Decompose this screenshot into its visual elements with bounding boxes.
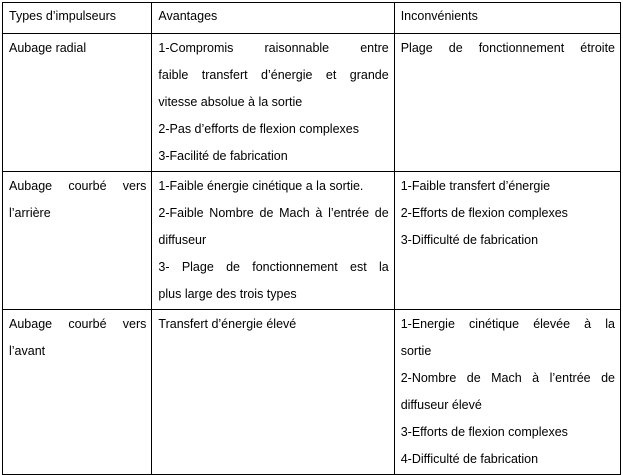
- advantage-line: 3- Plage de fonctionnement est la: [158, 260, 389, 274]
- advantage-line: 2-Faible Nombre de Mach à l’entrée de: [158, 206, 389, 220]
- disadvantage-line: diffuseur élevé: [400, 398, 482, 412]
- table-row: [3, 34, 621, 172]
- disadvantage-line: 1-Energie cinétique élevée à la: [400, 317, 615, 331]
- table-row: [3, 172, 621, 310]
- header-advantages-label: Avantages: [158, 9, 218, 23]
- type-line: Aubage courbé vers: [9, 179, 147, 193]
- advantages-cell: [152, 310, 394, 475]
- disadvantages-cell: [394, 34, 620, 172]
- advantage-line: diffuseur: [158, 233, 207, 247]
- disadvantage-line: 3-Difficulté de fabrication: [400, 233, 539, 247]
- advantage-line: 1-Faible énergie cinétique a la sortie.: [158, 179, 364, 193]
- disadvantage-line: 2-Nombre de Mach à l’entrée de: [400, 371, 615, 385]
- advantage-line: vitesse absolue à la sortie: [158, 95, 303, 109]
- table-header-row: [3, 3, 621, 34]
- advantages-cell: [152, 172, 394, 310]
- disadvantage-line: sortie: [400, 344, 432, 358]
- header-types: [3, 3, 152, 34]
- type-line: Aubage courbé vers: [9, 317, 147, 331]
- header-disadvantages-label: Inconvénients: [400, 9, 478, 23]
- disadvantages-cell: [394, 172, 620, 310]
- type-cell: [3, 34, 152, 172]
- disadvantages-cell: [394, 310, 620, 475]
- advantage-line: Transfert d’énergie élevé: [158, 317, 297, 331]
- type-cell: [3, 310, 152, 475]
- advantage-line: 2-Pas d’efforts de flexion complexes: [158, 122, 359, 136]
- header-disadvantages: [394, 3, 620, 34]
- advantage-line: 3-Facilité de fabrication: [158, 149, 288, 163]
- disadvantage-line: 3-Efforts de flexion complexes: [400, 425, 568, 439]
- type-line: l’arrière: [9, 206, 51, 220]
- advantage-line: faible transfert d’énergie et grande: [158, 68, 389, 82]
- advantage-line: plus large des trois types: [158, 287, 297, 301]
- advantage-line: 1-Compromis raisonnable entre: [158, 41, 389, 55]
- table-row: [3, 310, 621, 475]
- header-types-label: Types d’impulseurs: [9, 9, 116, 23]
- disadvantage-line: 1-Faible transfert d’énergie: [400, 179, 551, 193]
- header-advantages: [152, 3, 394, 34]
- disadvantage-line: Plage de fonctionnement étroite: [400, 41, 615, 55]
- disadvantage-line: 4-Difficulté de fabrication: [400, 452, 539, 466]
- impeller-comparison-table: [2, 2, 621, 475]
- advantages-cell: [152, 34, 394, 172]
- disadvantage-line: 2-Efforts de flexion complexes: [400, 206, 568, 220]
- type-cell: [3, 172, 152, 310]
- type-line: Aubage radial: [9, 41, 87, 55]
- type-line: l’avant: [9, 344, 46, 358]
